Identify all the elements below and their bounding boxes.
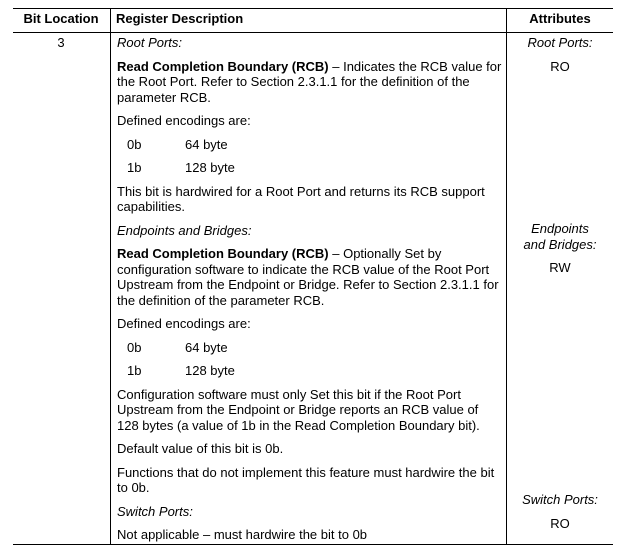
rcb-title: Read Completion Boundary (RCB) [117,58,329,74]
encoding-row [117,160,502,176]
attribute-label: Endpoints and Bridges: [523,221,597,252]
header-attributes: Attributes [529,11,591,26]
root-ports-label: Root Ports: [117,35,183,50]
attribute-root-ports [507,35,613,74]
root-ports-rcb-paragraph [117,59,502,106]
encoding-meaning: 64 byte [185,339,228,355]
attribute-value: RO [550,58,570,74]
endpoints-note-default: Default value of this bit is 0b. [117,441,284,456]
encoding-meaning: 64 byte [185,136,228,152]
attribute-switch-ports [507,492,613,531]
endpoints-note-config: Configuration software must only Set this bit if the Root Port Upstream from the Endpoint or Bridge reports an RCB value of 128 bytes (a value of 1b in the Read Completion Boundary bit). [117,386,480,433]
endpoints-bridges-label: Endpoints and Bridges: [117,222,252,238]
attribute-value: RW [549,260,571,275]
attribute-label: Switch Ports: [522,492,598,507]
column-divider [110,9,111,544]
rcb-text: – Optionally Set by configuration software to indicate the RCB value of the Root Port Upstream from the Endpoint or Bridge. Refer to Section 2.3.1.1 for the definition of the parameter RCB. [117,246,499,308]
encoding-code: 0b [127,136,142,152]
register-table [13,8,613,545]
encoding-row [117,363,502,379]
encoding-meaning: 128 byte [185,160,235,175]
encoding-row [117,137,502,153]
header-register-description: Register Description [116,11,244,26]
encoding-row [117,340,502,356]
encodings-intro: Defined encodings are: [117,113,251,128]
switch-ports-text: Not applicable – must hardwire the bit to 0b [117,527,368,542]
encoding-meaning: 128 byte [185,363,235,378]
column-divider [506,9,507,544]
endpoints-note-hardwire: Functions that do not implement this feature must hardwire the bit to 0b. [117,464,495,495]
header-bit-location: Bit Location [23,11,99,26]
encoding-code: 1b [127,363,142,378]
root-ports-note: This bit is hardwired for a Root Port and returns its RCB support capabilities. [117,183,485,214]
bit-location-value: 3 [57,35,65,50]
register-description [117,35,502,551]
attribute-endpoints-bridges [507,221,613,276]
attribute-label: Root Ports: [527,35,593,50]
encoding-code: 0b [127,339,142,355]
endpoints-rcb-paragraph [117,246,502,308]
rcb-title: Read Completion Boundary (RCB) [117,246,329,261]
encoding-code: 1b [127,160,142,175]
encodings-intro: Defined encodings are: [117,316,251,331]
rcb-text: – Indicates the RCB value for the Root Port. Refer to Section 2.3.1.1 for the definition of the parameter RCB. [117,58,502,105]
table-header [13,9,613,33]
attribute-value: RO [550,515,570,531]
switch-ports-label: Switch Ports: [117,503,193,519]
